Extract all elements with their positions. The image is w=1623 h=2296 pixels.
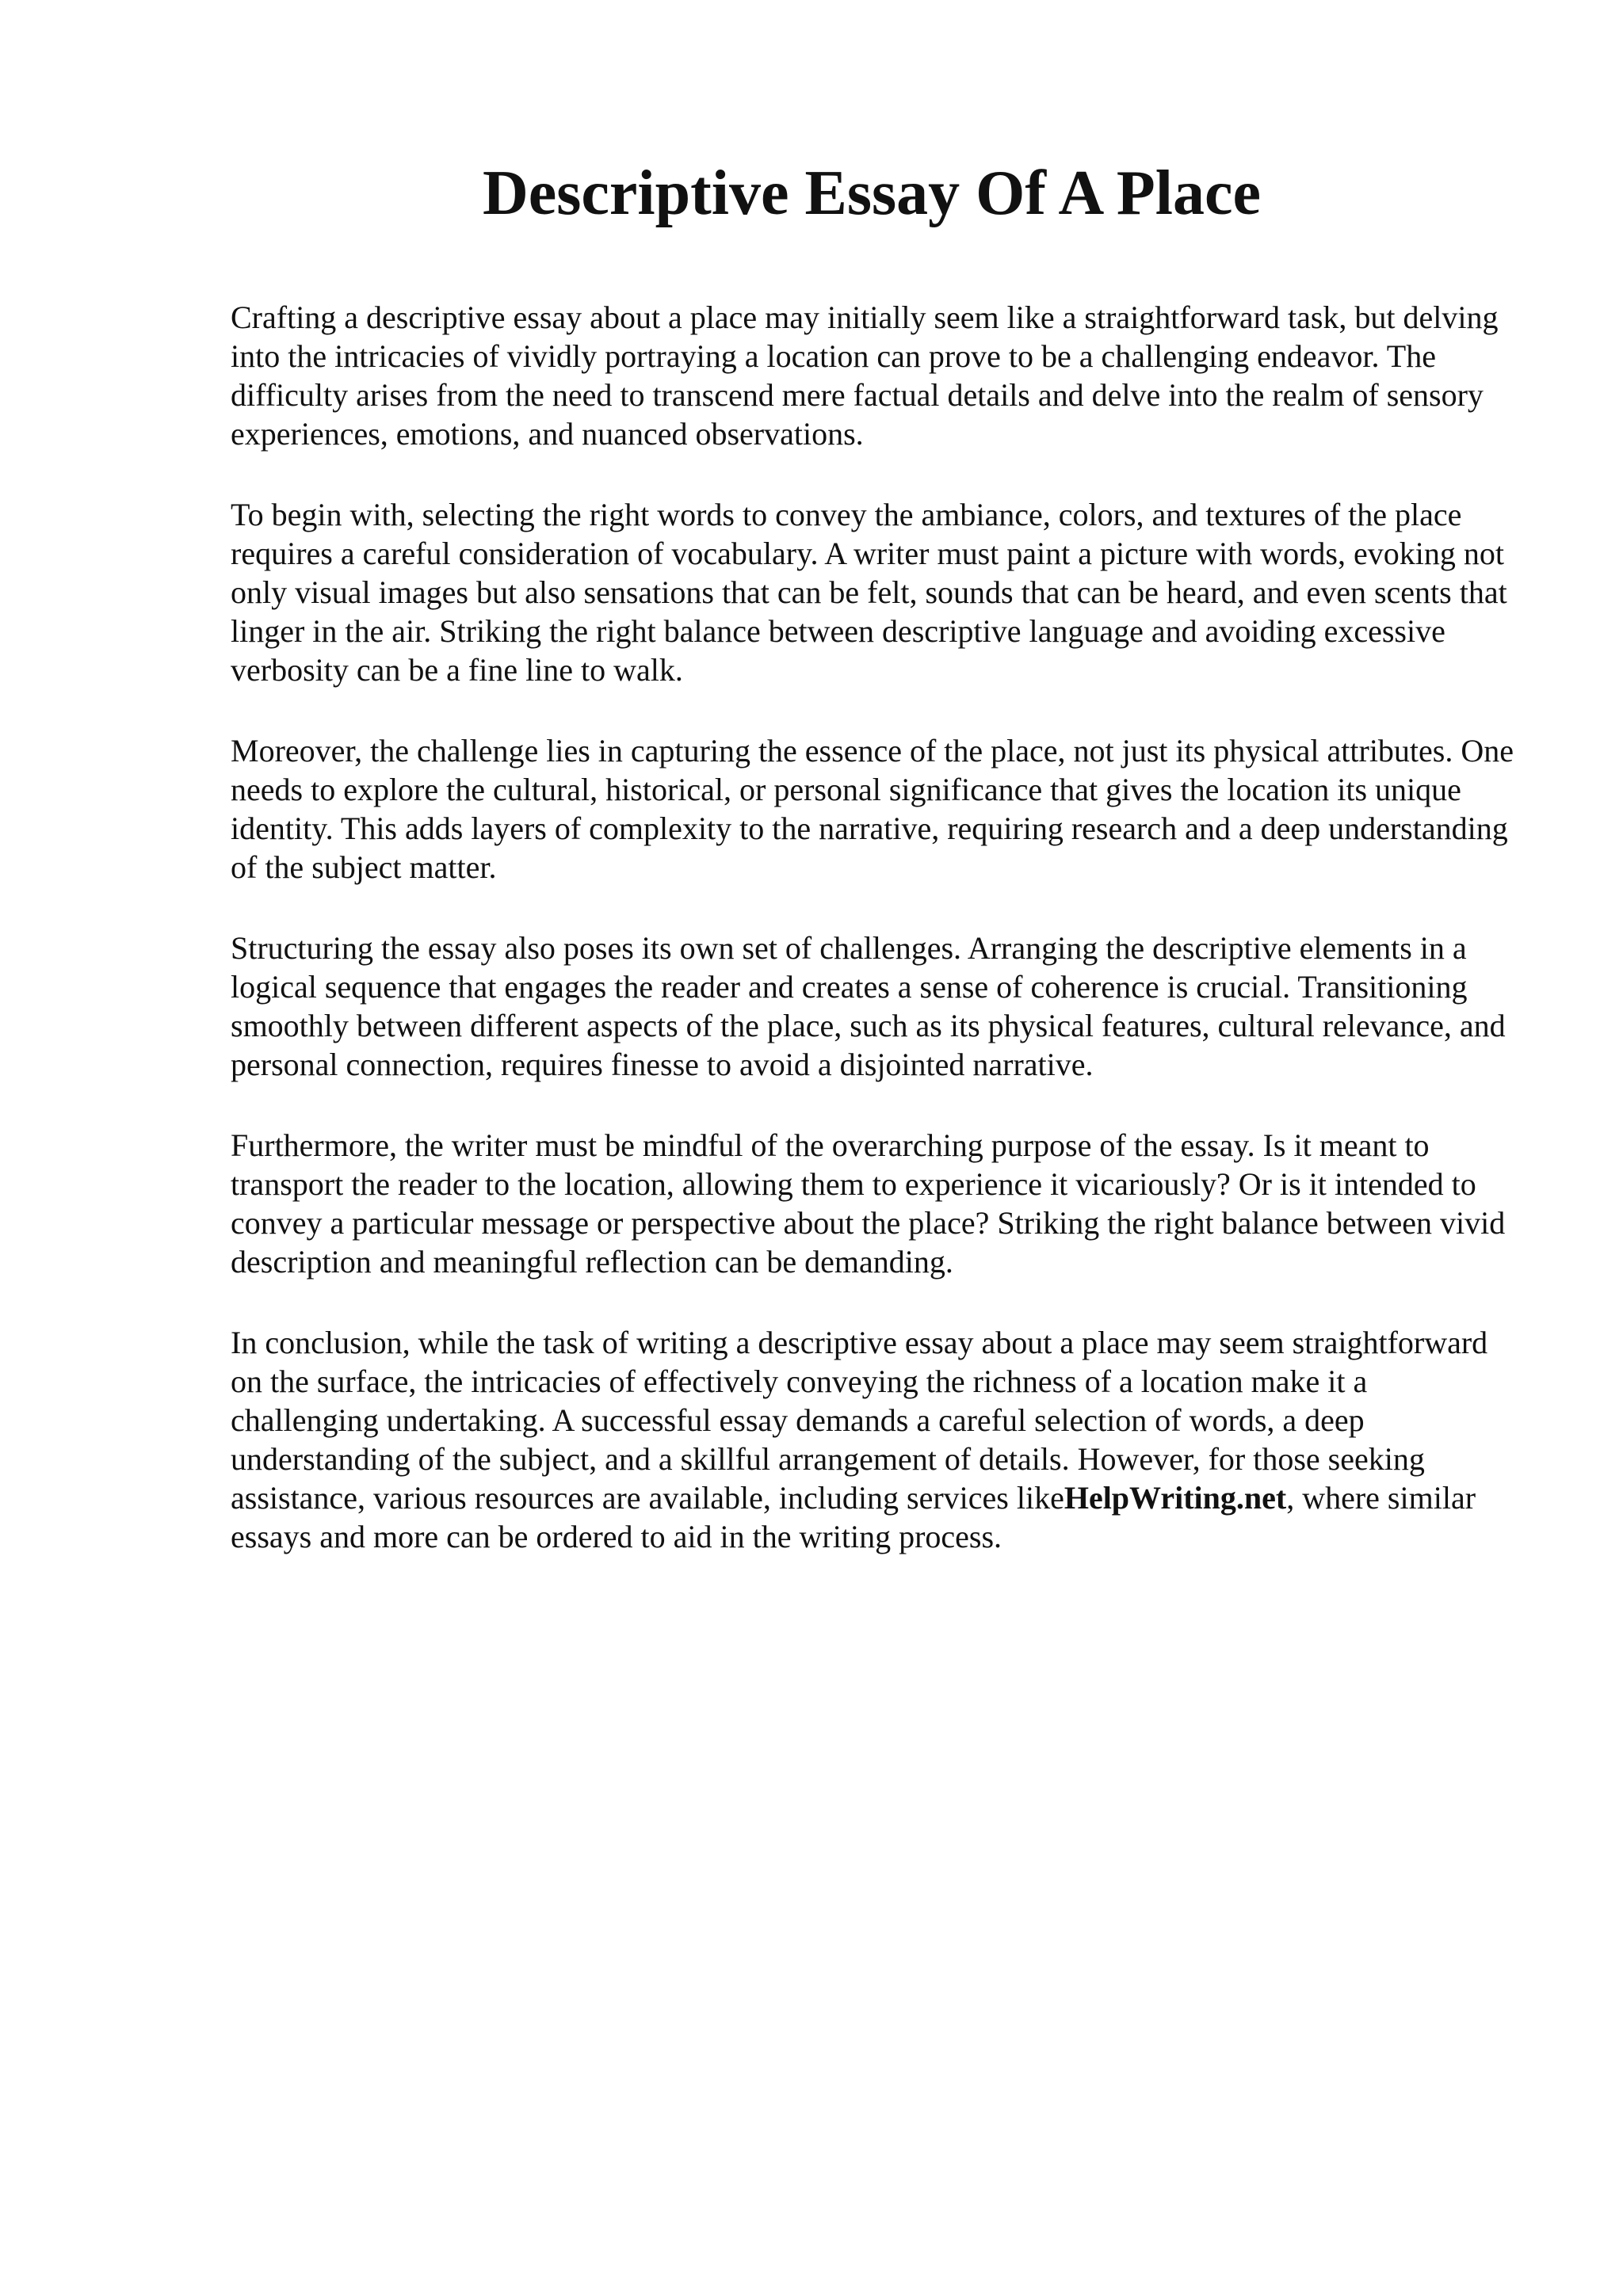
document-title: Descriptive Essay Of A Place [482,158,1262,228]
document-body [231,298,1514,1598]
brand-name: HelpWriting.net [1064,1480,1287,1516]
conclusion-ending: , where similar essays and more can be ordered to aid in the writing process. [231,1480,1476,1554]
paragraph-conclusion [231,1323,1514,1556]
paragraph-3: Moreover, the challenge lies in capturing the essence of the place, not just its physical attributes. One needs to explore the cultural, historical, or personal significance that gives the location its unique identity. This adds layers of complexity to the narrative, requiring research and a deep understanding of the subject matter. [231,733,1514,885]
paragraph-1: Crafting a descriptive essay about a place may initially seem like a straightforward task, but delving into the intricacies of vividly portraying a location can prove to be a challenging endeavor. The difficulty arises from the need to transcend mere factual details and delve into the realm of sensory experiences, emotions, and nuanced observations. [231,299,1499,452]
paragraph-2: To begin with, selecting the right words to convey the ambiance, colors, and textures of the place requires a careful consideration of vocabulary. A writer must paint a picture with words, evoking not only visual images but also sensations that can be felt, sounds that can be heard, and even scents that linger in the air. Striking the right balance between descriptive language and avoiding excessive verbosity can be a fine line to walk. [231,497,1507,688]
paragraph-5: Furthermore, the writer must be mindful of the overarching purpose of the essay. Is it meant to transport the reader to the location, allowing them to experience it vicariously? Or is it intended to convey a particular message or perspective about the place? Striking the right balance between vivid description and meaningful reflection can be demanding. [231,1127,1506,1280]
conclusion-text: In conclusion, while the task of writing a descriptive essay about a place may seem straightforward on the surface, the intricacies of effectively conveying the richness of a location make it a challenging undertaking. A successful essay demands a careful selection of words, a deep understanding of the subject, and a skillful arrangement of details. However, for those seeking assistance, various resources are available, including services like [231,1325,1488,1516]
paragraph-4: Structuring the essay also poses its own set of challenges. Arranging the descriptive elements in a logical sequence that engages the reader and creates a sense of coherence is crucial. Transitioning smoothly between different aspects of the place, such as its physical features, cultural relevance, and personal connection, requires finesse to avoid a disjointed narrative. [231,930,1506,1082]
